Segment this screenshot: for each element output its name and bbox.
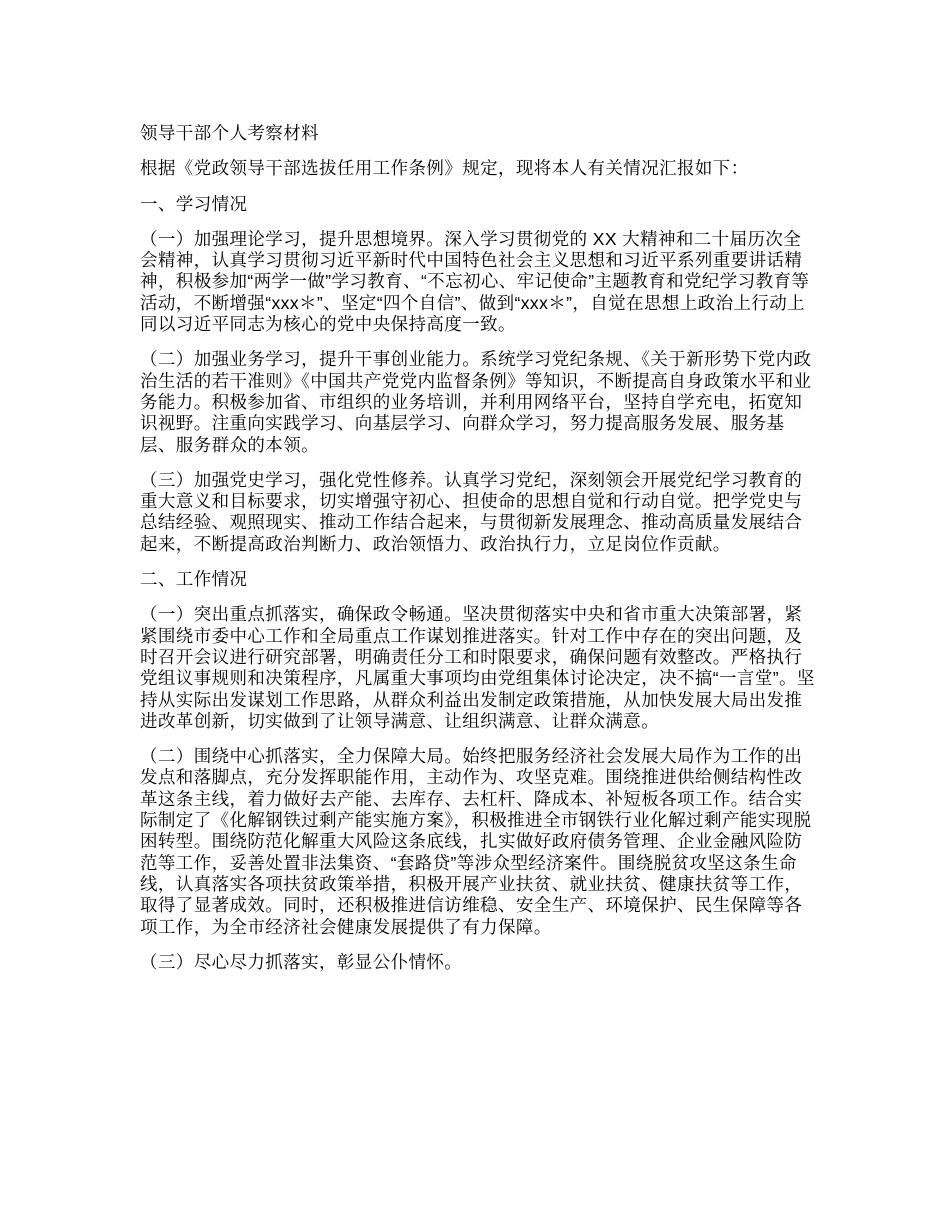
section-2-paragraph-2: （二）围绕中心抓落实，全力保障大局。始终把服务经济社会发展大局作为工作的出发点和落脚点，充分发挥职能作用，主动作为、攻坚克难。围绕推进供给侧结构性改革这条主线，着力做好去产能、去库存、去杠杆、降成本、补短板各项工作。结合实际制定了《化解钢铁过剩产能实施方案》，积极推进全市钢铁行业化解过剩产能实现脱困转型。围绕防范化解重大风险这条底线，扎实做好政府债务管理、企业金融风险防范等工作，妥善处置非法集资、“套路贷”等涉众型经济案件。围绕脱贫攻坚这条生命线，认真落实各项扶贫政策举措，积极开展产业扶贫、就业扶贫、健康扶贫等工作，取得了显著成效。同时，还积极推进信访维稳、安全生产、环境保护、民生保障等各项工作，为全市经济社会健康发展提供了有力保障。 (140, 746, 812, 937)
document-title: 领导干部个人考察材料 (140, 123, 319, 143)
section-2-paragraph-1: （一）突出重点抓落实，确保政令畅通。坚决贯彻落实中央和省市重大决策部署，紧紧围绕市委中心工作和全局重点工作谋划推进落实。针对工作中存在的突出问题，及时召开会议进行研究部署，明确责任分工和时限要求，确保问题有效整改。严格执行党组议事规则和决策程序，凡属重大事项均由党组集体讨论决定，决不搞“一言堂”。坚持从实际出发谋划工作思路，从群众利益出发制定政策措施，从加快发展大局出发推进改革创新，切实做到了让领导满意、让组织满意、让群众满意。 (140, 604, 815, 731)
section-1-heading: 一、学习情况 (140, 193, 248, 214)
section-1-paragraph-2: （二）加强业务学习，提升干事创业能力。系统学习党纪条规、《关于新形势下党内政治生活的若干准则》《中国共产党党内监督条例》等知识，不断提高自身政策水平和业务能力。积极参加省、市组织的业务培训，并利用网络平台，坚持自学充电，拓宽知识视野。注重向实践学习、向基层学习、向群众学习，努力提高服务发展、服务基层、服务群众的本领。 (140, 349, 812, 455)
section-2-paragraph-3: （三）尽心尽力抓落实，彰显公仆情怀。 (140, 951, 463, 972)
section-2-heading: 二、工作情况 (140, 569, 248, 590)
section-1-paragraph-1: （一）加强理论学习，提升思想境界。深入学习贯彻党的 XX 大精神和二十届历次全会精神，认真学习贯彻习近平新时代中国特色社会主义思想和习近平系列重要讲话精神，积极参加“两学一做”学习教育、“不忘初心、牢记使命”主题教育和党纪学习教育等活动，不断增强“xxx＊”、坚定“四个自信”、做到“xxx＊”，自觉在思想上政治上行动上同以习近平同志为核心的党中央保持高度一致。 (140, 228, 810, 335)
intro-paragraph: 根据《党政领导干部选拔任用工作条例》规定，现将本人有关情况汇报如下： (140, 158, 749, 179)
section-1-paragraph-3: （三）加强党史学习，强化党性修养。认真学习党纪，深刻领会开展党纪学习教育的重大意义和目标要求，切实增强守初心、担使命的思想自觉和行动自觉。把学党史与总结经验、观照现实、推动工作结合起来，与贯彻新发展理念、推动高质量发展结合起来，不断提高政治判断力、政治领悟力、政治执行力，立足岗位作贡献。 (140, 469, 803, 554)
